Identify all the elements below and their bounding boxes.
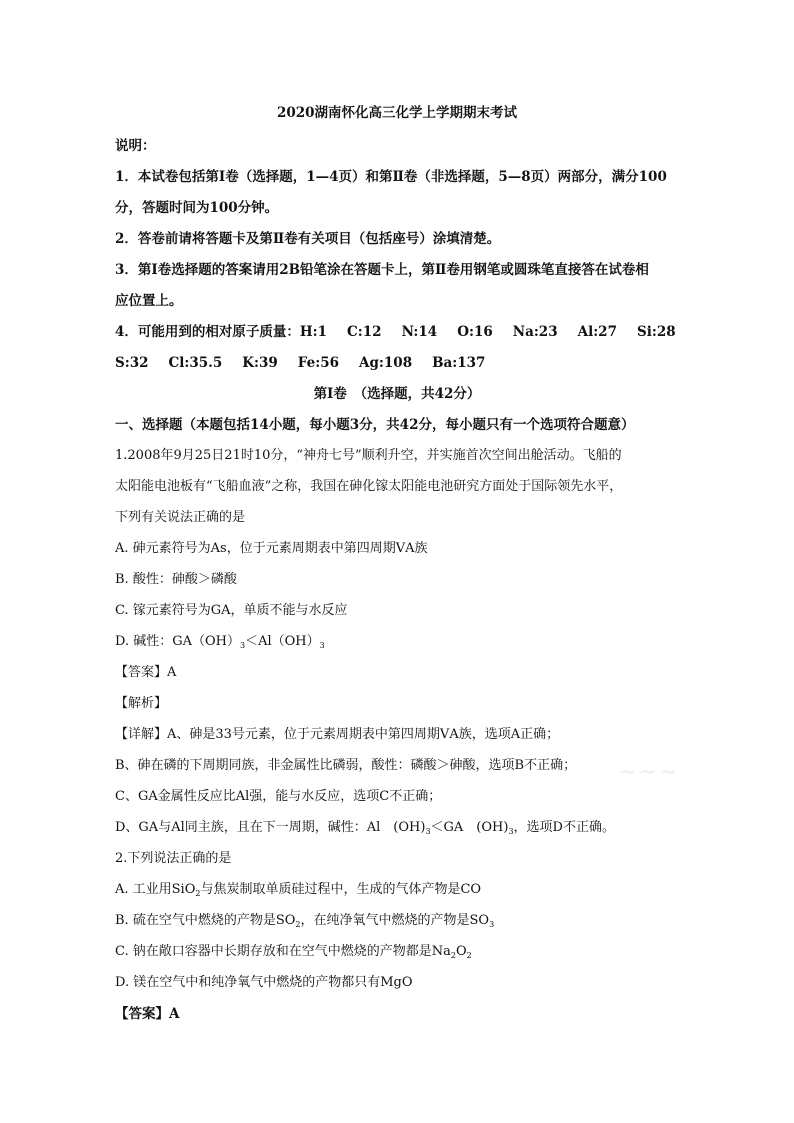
subscript: 3 xyxy=(319,641,325,650)
part1-title: 第Ⅰ卷 （选择题，共42分） xyxy=(313,386,481,402)
q2-option-a xyxy=(115,881,481,899)
q1-stem-line: 太阳能电池板有“飞船血液”之称，我国在砷化镓太阳能电池研究方面处于国际领先水平， xyxy=(115,479,623,494)
subscript: 3 xyxy=(240,641,246,650)
subscript: 2 xyxy=(195,889,201,898)
text-run: ＜Al（OH） xyxy=(245,634,320,649)
text-run: ，选项D不正确。 xyxy=(513,820,615,835)
q1-option-a: A. 砷元素符号为As，位于元素周期表中第四周期ⅤA族 xyxy=(115,541,428,556)
atomic-mass-line-2 xyxy=(115,354,485,372)
atomic-mass: C:12 xyxy=(347,324,382,340)
text-run: A. 工业用SiO xyxy=(115,882,196,897)
q1-analysis-label: 【解析】 xyxy=(115,696,168,711)
note-line: 分，答题时间为100分钟。 xyxy=(115,200,279,216)
q1-stem-line: 1.2008年9月25日21时10分，“神舟七号”顺利升空，并实施首次空间出舱活动。飞船的 xyxy=(115,448,622,463)
q1-detail-line: B、砷在磷的下周期同族，非金属性比磷弱，酸性：磷酸＞砷酸，选项B不正确； xyxy=(115,758,577,773)
notes-label: 说明： xyxy=(115,138,156,154)
q2-option-b xyxy=(115,912,494,930)
q1-option-b: B. 酸性：砷酸＞磷酸 xyxy=(115,572,237,587)
atomic-mass: Al:27 xyxy=(577,324,617,340)
text-run: B. 硫在空气中燃烧的产物是SO xyxy=(115,913,296,928)
atomic-mass: O:16 xyxy=(457,324,493,340)
text-run: D. 碱性：GA（OH） xyxy=(115,634,240,649)
atomic-mass: Ba:137 xyxy=(432,355,486,371)
text-run: 与焦炭制取单质硅过程中，生成的气体产物是CO xyxy=(200,882,482,897)
q2-stem: 2.下列说法正确的是 xyxy=(115,851,232,866)
subscript: 2 xyxy=(450,951,456,960)
subscript: 3 xyxy=(508,827,514,836)
q1-option-c: C. 镓元素符号为GA，单质不能与水反应 xyxy=(115,603,348,618)
atomic-mass: S:32 xyxy=(115,355,149,371)
q1-stem-line: 下列有关说法正确的是 xyxy=(115,510,246,525)
atomic-mass: Cl:35.5 xyxy=(168,355,223,371)
q1-detail-line: C、GA金属性反应比Al强，能与水反应，选项C不正确； xyxy=(115,789,442,804)
subscript: 3 xyxy=(425,827,431,836)
section1-title: 一、选择题（本题包括14小题，每小题3分，共42分，每小题只有一个选项符合题意） xyxy=(115,417,635,433)
text-run: ＜GA (OH) xyxy=(430,820,509,835)
atomic-mass: Na:23 xyxy=(512,324,558,340)
atomic-mass: Si:28 xyxy=(636,324,676,340)
atomic-mass-line-1 xyxy=(115,323,676,341)
watermark: ~~~ xyxy=(618,760,680,785)
q1-option-d xyxy=(115,633,325,651)
note-line: 1．本试卷包括第Ⅰ卷（选择题，1—4页）和第Ⅱ卷（非选择题，5—8页）两部分，满分100 xyxy=(115,169,667,185)
note-line: 应位置上。 xyxy=(115,293,183,309)
q2-option-d: D. 镁在空气中和纯净氧气中燃烧的产物都只有MgO xyxy=(115,975,413,990)
note-line: 2．答卷前请将答题卡及第Ⅱ卷有关项目（包括座号）涂填清楚。 xyxy=(115,231,501,247)
subscript: 2 xyxy=(466,951,472,960)
q2-answer: 【答案】A xyxy=(115,1006,180,1022)
exam-title: 2020湖南怀化高三化学上学期期末考试 xyxy=(276,105,518,121)
q1-answer: 【答案】A xyxy=(115,665,177,680)
atomic-mass: N:14 xyxy=(401,324,438,340)
subscript: 3 xyxy=(489,920,495,929)
atomic-mass-prefix: 4．可能用到的相对原子质量： xyxy=(115,324,300,340)
text-run: O xyxy=(455,944,467,959)
q1-detail-line xyxy=(115,819,615,837)
q2-option-c xyxy=(115,943,472,961)
text-run: C. 钠在敞口容器中长期存放和在空气中燃烧的产物都是Na xyxy=(115,944,451,959)
q1-detail-line: 【详解】A、砷是33号元素，位于元素周期表中第四周期ⅤA族，选项A正确； xyxy=(115,727,560,742)
atomic-mass: H:1 xyxy=(299,324,328,340)
atomic-mass: K:39 xyxy=(242,355,278,371)
text-run: D、GA与Al同主族，且在下一周期，碱性：Al (OH) xyxy=(115,820,426,835)
atomic-mass: Ag:108 xyxy=(359,355,413,371)
atomic-mass: Fe:56 xyxy=(297,355,340,371)
text-run: ，在纯净氧气中燃烧的产物是SO xyxy=(300,913,490,928)
note-line: 3．第Ⅰ卷选择题的答案请用2B铅笔涂在答题卡上，第Ⅱ卷用钢笔或圆珠笔直接答在试卷相 xyxy=(115,262,649,278)
subscript: 2 xyxy=(295,920,301,929)
